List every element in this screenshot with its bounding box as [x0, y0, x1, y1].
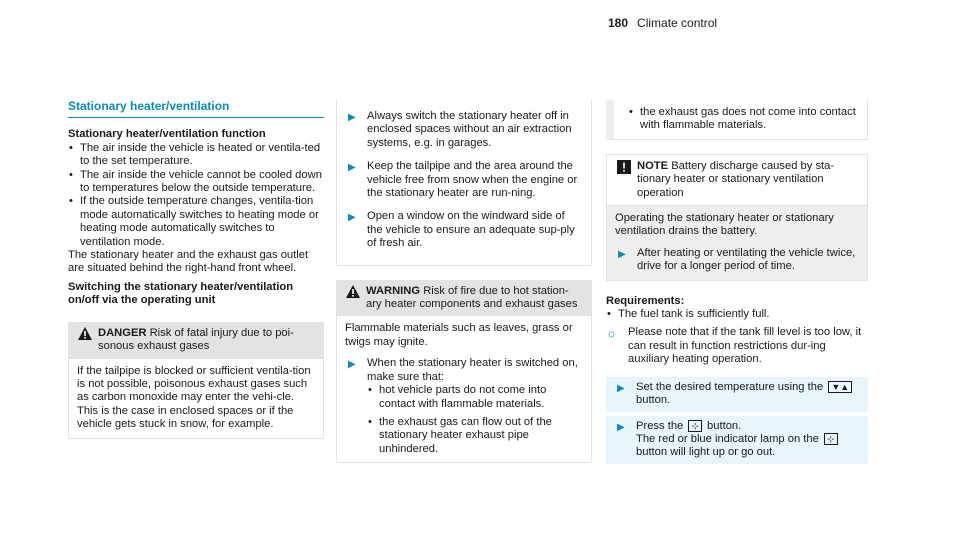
step-text: The red or blue indicator lamp on the — [636, 432, 819, 445]
warning-text: Flammable materials such as leaves, grass or twigs may ignite. — [345, 322, 573, 348]
arrow-icon: ▶ — [348, 112, 356, 123]
step-text: Set the desired temperature using the — [636, 380, 824, 393]
step-item — [606, 377, 868, 412]
function-heading: Stationary heater/ventilation function — [68, 128, 266, 141]
requirements-list — [606, 308, 868, 321]
column-1 — [68, 100, 324, 439]
warning-triangle-icon — [345, 284, 361, 300]
function-bullets — [68, 142, 324, 249]
note-item — [606, 326, 868, 366]
step-text: Keep the tailpipe and the area around the vehicle free from snow when the engine or the stationary heater are run-ning. — [367, 160, 578, 200]
page-number: 180 — [608, 16, 629, 30]
notice-label: NOTE — [637, 159, 669, 172]
arrow-icon: ▶ — [348, 359, 356, 371]
lightbulb-icon: ☼ — [606, 326, 617, 341]
warning-continuation — [606, 100, 868, 140]
stationary-heater-button-icon: ⊹ — [824, 433, 838, 445]
step-item — [337, 210, 583, 250]
arrow-icon: ▶ — [617, 421, 625, 433]
arrow-icon: ▶ — [348, 212, 356, 224]
warning-triangle-icon — [77, 326, 93, 342]
warning-label: WARNING — [366, 284, 421, 297]
warning-sub-bullets — [367, 384, 583, 456]
step-text: button. — [707, 419, 742, 432]
continued-bullets — [628, 106, 859, 133]
page-header — [608, 16, 717, 30]
switch-heading: Switching the stationary heater/ventilation on/off via the operating unit — [68, 280, 294, 307]
step-text: button will light up or go out. — [636, 446, 776, 459]
arrow-icon: ▶ — [617, 382, 625, 394]
danger-title: Risk of fatal injury due to poi-sonous exhaust gases — [98, 326, 294, 353]
list-item: • the exhaust gas does not come into contact with flammable materials. — [628, 106, 859, 133]
warning-body — [336, 316, 592, 463]
notice-box — [606, 154, 868, 281]
list-item: • hot vehicle parts do not come into contact with flammable materials. — [367, 384, 583, 411]
list-item: • The air inside the vehicle cannot be cooled down to temperatures below the outside temperature. — [68, 169, 324, 196]
danger-body: If the tailpipe is blocked or sufficient ventila-tion is not possible, poisonous exhaust gases such as carbon monoxide may enter the vehi-cle. This is the case in enclosed spaces or if the vehicle gets stuck in snow, for example. — [68, 359, 324, 439]
danger-header — [68, 322, 324, 359]
section-title: Stationary heater/ventilation — [68, 100, 324, 118]
warning-header — [336, 280, 592, 317]
notice-icon — [616, 159, 632, 175]
temperature-button-icon: ▼▲ — [828, 381, 852, 393]
step-item — [337, 160, 583, 200]
danger-box — [68, 322, 324, 439]
step-text: Always switch the stationary heater off in enclosed spaces without an air extraction systems, e.g. in garages. — [367, 110, 572, 149]
arrow-icon: ▶ — [348, 162, 356, 174]
list-item: • the exhaust gas can flow out of the stationary heater exhaust pipe unhindered. — [367, 416, 583, 456]
note-text: Please note that if the tank fill level is too low, it can result in function restrictions dur-ing auxiliary heating operation. — [628, 326, 862, 366]
warning-box — [336, 280, 592, 463]
stationary-heater-button-icon: ⊹ — [688, 420, 702, 432]
column-2 — [336, 100, 592, 463]
danger-label: DANGER — [98, 326, 147, 339]
list-item: • If the outside temperature changes, ventila-tion mode automatically switches to heating mode or heating mode automatically switches to ventilation mode. — [68, 195, 324, 249]
list-item: • The fuel tank is sufficiently full. — [606, 308, 868, 321]
danger-steps — [336, 100, 592, 266]
warning-title: Risk of fire due to hot station-ary heater components and exhaust gases — [366, 284, 578, 311]
location-text: The stationary heater and the exhaust gas outlet are situated behind the right-hand front wheel. — [68, 249, 309, 275]
step-text: After heating or ventilating the vehicle twice, drive for a longer period of time. — [637, 246, 856, 273]
step-text: When the stationary heater is switched on, make sure that: — [367, 357, 578, 383]
chapter-title: Climate control — [637, 16, 718, 30]
column-3 — [606, 100, 868, 464]
notice-text: Operating the stationary heater or stationary ventilation drains the battery. — [615, 212, 834, 238]
step-text: Open a window on the windward side of the vehicle to ensure an adequate sup-ply of fresh air. — [367, 210, 575, 250]
step-item — [337, 110, 583, 150]
step-text: button. — [636, 394, 671, 407]
notice-body — [606, 206, 868, 281]
notice-header — [606, 154, 868, 206]
step-item — [345, 357, 583, 456]
step-text: Press the — [636, 419, 684, 432]
step-item — [615, 247, 859, 274]
step-item — [606, 416, 868, 464]
requirements-heading: Requirements: — [606, 294, 685, 307]
notice-title: Battery discharge caused by sta-tionary heater or stationary ventilation operation — [637, 159, 835, 199]
arrow-icon: ▶ — [618, 248, 626, 260]
list-item: • The air inside the vehicle is heated or ventila-ted to the set temperature. — [68, 142, 324, 169]
